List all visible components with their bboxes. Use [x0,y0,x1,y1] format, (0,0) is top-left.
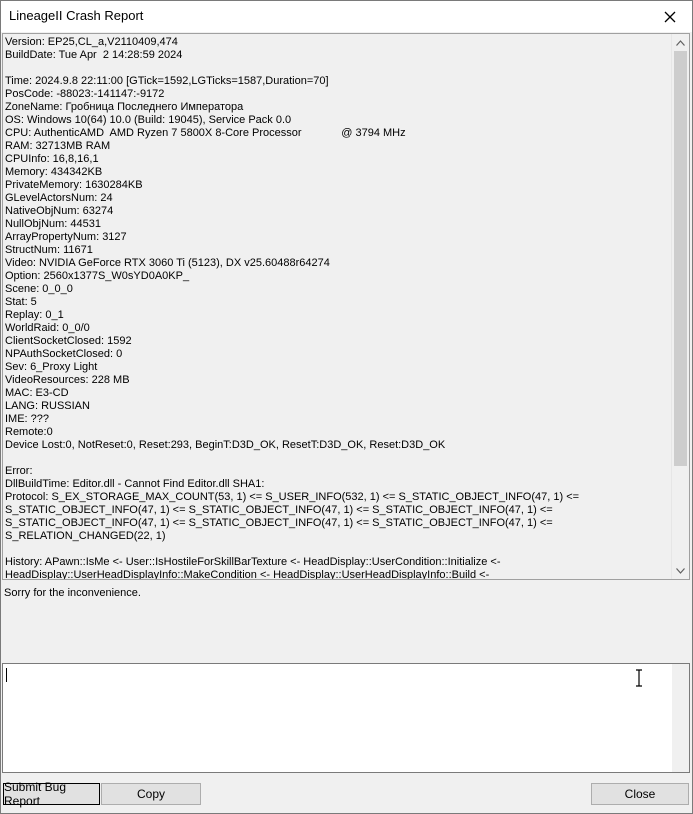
report-line: OS: Windows 10(64) 10.0 (Build: 19045), Service Pack 0.0 [5,114,292,126]
report-protocol: Protocol: S_EX_STORAGE_MAX_COUNT(53, 1) <= S_USER_INFO(532, 1) <= S_STATIC_OBJECT_INFO(47, 1) <= S_STATIC_OBJECT_INFO(47, 1) <= S_STATIC_OBJECT_INFO(47, 1) <= S_STATIC_OBJECT_INFO(47, 1) <= S_STATIC_OBJECT_INFO(47, 1) <= S_STATIC_OBJECT_INFO(47, 1) <= S_STATIC_OBJECT_INFO(47, 1) <= S_RELATION_CHANGED(22, 1) [5,491,580,542]
report-line: Stat: 5 [5,296,37,308]
report-line [5,452,671,465]
bug-description-input[interactable] [2,663,690,773]
report-line: Device Lost:0, NotReset:0, Reset:293, BeginT:D3D_OK, ResetT:D3D_OK, Reset:D3D_OK [5,439,446,451]
report-line: DllBuildTime: Editor.dll - Cannot Find Editor.dll SHA1: [5,478,265,490]
report-line: PrivateMemory: 1630284KB [5,179,143,191]
close-button[interactable]: Close [591,783,689,805]
report-line: NativeObjNum: 63274 [5,205,114,217]
window-title: LineageII Crash Report [9,8,144,23]
report-line: Remote:0 [5,426,53,438]
input-scrollbar[interactable] [672,664,689,772]
report-line: StructNum: 11671 [5,244,93,256]
report-line: ClientSocketClosed: 1592 [5,335,132,347]
crash-report-textarea[interactable] [2,33,690,580]
crash-report-text [5,36,671,580]
report-line [5,62,671,75]
report-line: Sev: 6_Proxy Light [5,361,98,373]
report-spacer [5,543,671,556]
report-line: Scene: 0_0_0 [5,283,73,295]
title-bar [1,1,692,32]
report-line: BuildDate: Tue Apr 2 14:28:59 2024 [5,49,183,61]
report-line: VideoResources: 228 MB [5,374,130,386]
text-caret [6,668,7,682]
ibeam-cursor-icon [634,669,644,687]
report-line: PosCode: -88023:-141147:-9172 [5,88,165,100]
close-icon[interactable] [648,1,692,32]
report-line: WorldRaid: 0_0/0 [5,322,90,334]
report-line: Version: EP25,CL_a,V2110409,474 [5,36,178,48]
report-line: Memory: 434342KB [5,166,103,178]
report-line: Replay: 0_1 [5,309,64,321]
scroll-down-icon[interactable] [672,562,689,579]
submit-bug-report-button[interactable]: Submit Bug Report [3,783,100,805]
report-line: Error: [5,465,33,477]
scrollbar-thumb[interactable] [674,51,687,466]
report-line: Video: NVIDIA GeForce RTX 3060 Ti (5123), DX v25.60488r64274 [5,257,330,269]
report-line: GLevelActorsNum: 24 [5,192,113,204]
report-line: Time: 2024.9.8 22:11:00 [GTick=1592,LGTicks=1587,Duration=70] [5,75,329,87]
report-line: NPAuthSocketClosed: 0 [5,348,123,360]
report-line: ArrayPropertyNum: 3127 [5,231,127,243]
report-line: ZoneName: Гробница Последнего Императора [5,101,244,113]
apology-message: Sorry for the inconvenience. [4,587,141,599]
report-line: IME: ??? [5,413,50,425]
report-history: History: APawn::IsMe <- User::IsHostileForSkillBarTexture <- HeadDisplay::UserCondition::Initialize <- HeadDisplay::UserHeadDisplayInfo::MakeCondition <- HeadDisplay::UserHeadDisplayInfo::Build <- [5,556,501,580]
scroll-up-icon[interactable] [672,34,689,51]
report-line: MAC: E3-CD [5,387,69,399]
report-line: Option: 2560x1377S_W0sYD0A0KP_ [5,270,190,282]
report-line: CPU: AuthenticAMD AMD Ryzen 7 5800X 8-Core Processor @ 3794 MHz [5,127,406,139]
report-line: NullObjNum: 44531 [5,218,101,230]
report-line: CPUInfo: 16,8,16,1 [5,153,99,165]
report-scrollbar[interactable] [671,34,689,579]
report-line: RAM: 32713MB RAM [5,140,111,152]
report-line: LANG: RUSSIAN [5,400,90,412]
copy-button[interactable]: Copy [101,783,201,805]
